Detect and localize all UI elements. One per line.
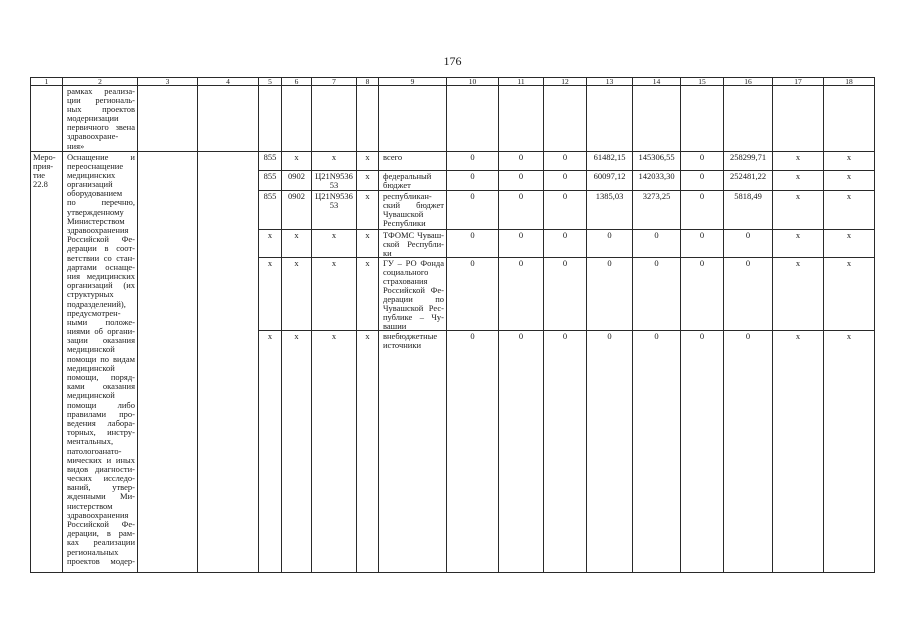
text-line: прия- (33, 161, 54, 171)
amount-cell: 0 (724, 230, 772, 257)
text-line: видов диагности- (67, 464, 135, 474)
amount-cell: 0 (633, 230, 680, 257)
text-line: Меро- (33, 152, 56, 162)
text-line: медицинской (67, 363, 115, 373)
text-line: оборудованием (67, 189, 123, 199)
column-number-header: 9 (379, 78, 446, 85)
amount-cell: 0 (499, 191, 543, 229)
text-line: ных проектов (67, 104, 135, 114)
budget-code-cell: 855 (259, 152, 281, 170)
column-number-header: 17 (773, 78, 823, 85)
text-line: проектов модер- (67, 556, 135, 566)
text-line: помощи, поряд- (67, 373, 135, 382)
indicator-cell: x (824, 258, 874, 330)
text-line: ГУ – РО Фонда (383, 258, 444, 268)
empty-cell (312, 86, 356, 151)
text-line: первичного звена (67, 123, 135, 133)
text-line: федеральный (383, 171, 432, 181)
column-number-header: 6 (282, 78, 311, 85)
expense-type-cell: x (357, 152, 378, 170)
column-number-header: 1 (31, 78, 62, 85)
amount-cell: 0 (681, 331, 723, 572)
empty-cell (198, 86, 258, 151)
amount-cell: 0 (681, 258, 723, 330)
section-code-cell: x (282, 230, 311, 257)
empty-cell (138, 86, 197, 151)
text-line: ции региональ- (67, 95, 135, 105)
column-number-header: 7 (312, 78, 356, 85)
amount-cell: 145306,55 (633, 152, 680, 170)
empty-cell (681, 86, 723, 151)
empty-cell (138, 152, 197, 572)
funding-source-cell (379, 152, 446, 170)
text-line: торных, инстру- (67, 428, 135, 438)
empty-cell (773, 86, 823, 151)
text-line: Российской Фе- (67, 520, 135, 529)
funding-source-cell (379, 230, 446, 257)
text-line: переоснащение (67, 161, 124, 171)
amount-cell: 0 (447, 152, 498, 170)
column-number-header: 5 (259, 78, 281, 85)
text-line: патологоанато- (67, 446, 122, 456)
text-line: ниями об органи- (67, 327, 135, 337)
amount-cell: 142033,30 (633, 171, 680, 190)
text-line: страхования (383, 276, 428, 286)
text-line: модернизации (67, 114, 119, 124)
amount-cell: 0 (587, 258, 632, 330)
text-line: ния» (67, 141, 85, 151)
text-line: ментальных, (67, 437, 114, 447)
text-line: Российской Фе- (383, 285, 444, 295)
text-line: республикан- (383, 191, 432, 201)
section-code-cell: 0902 (282, 191, 311, 229)
expense-type-cell: x (357, 258, 378, 330)
indicator-cell: x (824, 191, 874, 229)
amount-cell: 61482,15 (587, 152, 632, 170)
amount-cell: 0 (544, 152, 586, 170)
indicator-cell: x (824, 152, 874, 170)
amount-cell: 0 (681, 152, 723, 170)
indicator-cell: x (824, 331, 874, 572)
amount-cell: 0 (587, 230, 632, 257)
amount-cell: 0 (681, 171, 723, 190)
text-line: рамках реализа- (67, 86, 135, 96)
program-description-cell (63, 86, 137, 151)
funding-source-cell (379, 258, 446, 330)
amount-cell: 0 (544, 191, 586, 229)
text-line: бюджет (383, 180, 411, 190)
amount-cell: 0 (544, 258, 586, 330)
text-line: нистерством (67, 501, 113, 511)
empty-cell (724, 86, 772, 151)
amount-cell: 0 (724, 258, 772, 330)
expense-type-cell: x (357, 191, 378, 229)
target-article-cell (312, 258, 356, 330)
text-line: ский бюджет (383, 200, 444, 210)
text-line: вашии (383, 321, 407, 330)
column-number-header: 16 (724, 78, 772, 85)
indicator-cell: x (824, 230, 874, 257)
target-article-cell (312, 331, 356, 572)
budget-code-cell: x (259, 258, 281, 330)
text-line: всего (383, 152, 403, 162)
expense-type-cell: x (357, 230, 378, 257)
text-line: ваний, утвер- (67, 483, 135, 493)
indicator-cell: x (824, 171, 874, 190)
text-line: организаций (67, 180, 113, 190)
target-article-cell (312, 152, 356, 170)
column-number-header: 13 (587, 78, 632, 85)
budget-code-cell: 855 (259, 191, 281, 229)
text-line: ках реализации (67, 538, 135, 548)
text-line: зации оказания (67, 336, 135, 346)
amount-cell: 0 (724, 331, 772, 572)
text-line: ными положе- (67, 317, 135, 327)
text-line: предусмотрен- (67, 308, 121, 318)
column-number-header: 18 (824, 78, 874, 85)
amount-cell: 0 (499, 152, 543, 170)
target-article-cell (312, 191, 356, 229)
indicator-cell: x (773, 331, 823, 572)
section-code-cell: x (282, 152, 311, 170)
budget-code-cell: x (259, 331, 281, 572)
text-line: x (331, 259, 337, 268)
amount-cell: 1385,03 (587, 191, 632, 229)
text-line: мических и иных (67, 455, 135, 465)
text-line: публике – Чу- (383, 312, 444, 322)
column-number-header: 4 (198, 78, 258, 85)
empty-cell (447, 86, 498, 151)
amount-cell: 258299,71 (724, 152, 772, 170)
empty-cell (633, 86, 680, 151)
text-line: Ц21N9536 (315, 172, 353, 181)
empty-cell (824, 86, 874, 151)
text-line: Ц21N9536 (315, 192, 353, 201)
amount-cell: 0 (447, 171, 498, 190)
empty-cell (198, 152, 258, 572)
text-line: 53 (329, 181, 339, 190)
empty-cell (259, 86, 281, 151)
text-line: ветствии со стан- (67, 253, 135, 263)
text-line: Оснащение и (67, 152, 135, 162)
text-line: x (331, 332, 337, 341)
measure-description-cell (63, 152, 137, 572)
text-line: ческих исследо- (67, 474, 135, 484)
text-line: дерации, в рам- (67, 529, 135, 539)
indicator-cell: x (773, 171, 823, 190)
amount-cell: 0 (499, 171, 543, 190)
column-number-header: 3 (138, 78, 197, 85)
column-number-header: 2 (63, 78, 137, 85)
text-line: медицинской (67, 345, 115, 355)
budget-code-cell: x (259, 230, 281, 257)
amount-cell: 0 (447, 230, 498, 257)
funding-source-cell (379, 191, 446, 229)
indicator-cell: x (773, 152, 823, 170)
column-number-header: 12 (544, 78, 586, 85)
text-line: помощи либо (67, 400, 135, 410)
text-line: утвержденному (67, 207, 124, 217)
section-code-cell: x (282, 258, 311, 330)
amount-cell: 0 (499, 230, 543, 257)
target-article-cell (312, 171, 356, 190)
amount-cell: 0 (544, 230, 586, 257)
amount-cell: 0 (544, 171, 586, 190)
data-table (30, 77, 875, 573)
amount-cell: 0 (633, 331, 680, 572)
empty-cell (31, 86, 62, 151)
text-line: жденными Ми- (67, 492, 135, 502)
indicator-cell: x (773, 191, 823, 229)
text-line: правилами про- (67, 409, 135, 419)
text-line: социального (383, 267, 429, 277)
text-line: медицинской (67, 391, 115, 401)
text-line: Чувашской Рес- (383, 303, 444, 313)
amount-cell: 3273,25 (633, 191, 680, 229)
text-line: ТФОМС Чуваш- (383, 230, 444, 240)
measure-number-cell (31, 152, 62, 572)
text-line: медицинских (67, 170, 116, 180)
expense-type-cell: x (357, 171, 378, 190)
indicator-cell: x (773, 258, 823, 330)
page-number: 176 (443, 54, 462, 68)
empty-cell (587, 86, 632, 151)
text-line: структурных (67, 290, 114, 300)
amount-cell: 0 (544, 331, 586, 572)
expense-type-cell: x (357, 331, 378, 572)
text-line: ния медицинских (67, 271, 135, 281)
funding-source-cell (379, 331, 446, 572)
budget-code-cell: 855 (259, 171, 281, 190)
text-line: Российской Фе- (67, 235, 135, 245)
section-code-cell: x (282, 331, 311, 572)
amount-cell: 0 (633, 258, 680, 330)
column-number-header: 10 (447, 78, 498, 85)
amount-cell: 0 (499, 331, 543, 572)
amount-cell: 0 (587, 331, 632, 572)
indicator-cell: x (773, 230, 823, 257)
text-line: x (331, 153, 337, 162)
text-line: внебюджетные (383, 331, 438, 341)
amount-cell: 5818,49 (724, 191, 772, 229)
column-number-header: 15 (681, 78, 723, 85)
column-number-header: 14 (633, 78, 680, 85)
empty-cell (379, 86, 446, 151)
amount-cell: 0 (447, 331, 498, 572)
text-line: дартами оснаще- (67, 262, 135, 272)
text-line: ками оказания (67, 382, 135, 392)
text-line: ведения лабора- (67, 418, 135, 428)
text-line: региональных (67, 547, 119, 557)
text-line: здравоохране- (67, 132, 119, 142)
text-line: Чувашской (383, 209, 424, 219)
text-line: 22.8 (33, 180, 48, 190)
empty-cell (282, 86, 311, 151)
text-line: ки (383, 248, 392, 257)
text-line: Республики (383, 218, 426, 228)
empty-cell (544, 86, 586, 151)
section-code-cell: 0902 (282, 171, 311, 190)
text-line: дерации в соот- (67, 244, 135, 254)
text-line: по перечню, (67, 198, 135, 208)
text-line: тие (33, 170, 46, 180)
amount-cell: 0 (681, 191, 723, 229)
text-line: 53 (329, 201, 339, 210)
empty-cell (357, 86, 378, 151)
funding-source-cell (379, 171, 446, 190)
text-line: ской Республи- (383, 239, 444, 249)
amount-cell: 0 (499, 258, 543, 330)
text-line: Министерством (67, 216, 125, 226)
amount-cell: 252481,22 (724, 171, 772, 190)
text-line: организаций (их (67, 281, 135, 291)
amount-cell: 0 (447, 191, 498, 229)
text-line: здравоохранения (67, 226, 129, 235)
text-line: помощи по видам (67, 354, 135, 364)
text-line: здравоохранения (67, 510, 129, 520)
column-number-header: 8 (357, 78, 378, 85)
text-line: дерации по (383, 294, 444, 304)
amount-cell: 60097,12 (587, 171, 632, 190)
empty-cell (499, 86, 543, 151)
amount-cell: 0 (681, 230, 723, 257)
amount-cell: 0 (447, 258, 498, 330)
target-article-cell (312, 230, 356, 257)
text-line: источники (383, 340, 422, 350)
text-line: подразделений), (67, 299, 126, 309)
column-number-header: 11 (499, 78, 543, 85)
text-line: x (331, 231, 337, 240)
